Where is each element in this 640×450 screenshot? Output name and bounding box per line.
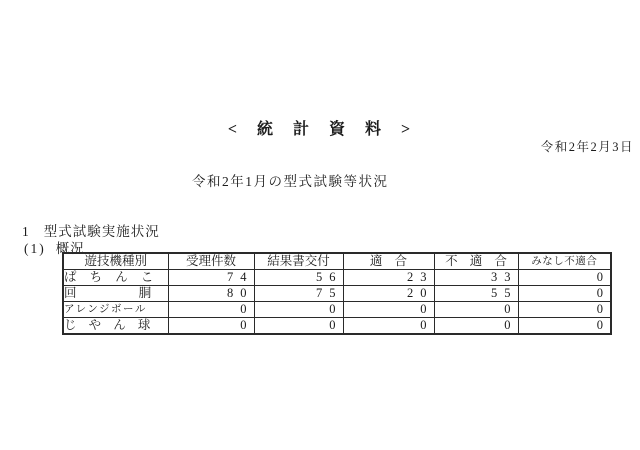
col-header-nonconforming: 不 適 合 (434, 253, 518, 270)
cell-results-issued: 0 (254, 318, 343, 335)
cell-conforming: 0 (343, 302, 434, 318)
col-header-accepted: 受理件数 (168, 253, 254, 270)
table-row-jankyu (63, 318, 611, 335)
document-subtitle: 令和2年1月の型式試験等状況 (192, 174, 389, 189)
col-header-conforming: 適 合 (343, 253, 434, 270)
cell-results-issued: 75 (254, 286, 343, 302)
table-row-pachinko (63, 270, 611, 286)
col-header-results-issued: 結果書交付 (254, 253, 343, 270)
subsection-number: (1) (24, 241, 46, 256)
cell-accepted: 74 (168, 270, 254, 286)
cell-nonconforming: 0 (434, 318, 518, 335)
cell-nonconforming: 0 (434, 302, 518, 318)
cell-deemed-nonconforming: 0 (518, 302, 611, 318)
row-label: ぱ ち ん こ (63, 270, 168, 286)
table-row-kaidou (63, 286, 611, 302)
section-title: 型式試験実施状況 (43, 224, 160, 239)
document-title: < 統 計 資 料 > (227, 121, 413, 138)
cell-conforming: 0 (343, 318, 434, 335)
cell-results-issued: 0 (254, 302, 343, 318)
row-label: じ や ん 球 (63, 318, 168, 335)
cell-deemed-nonconforming: 0 (518, 270, 611, 286)
cell-conforming: 20 (343, 286, 434, 302)
table-row-arrange-ball (63, 302, 611, 318)
table-header-row (63, 253, 611, 270)
cell-conforming: 23 (343, 270, 434, 286)
section-number: 1 (22, 224, 30, 239)
statistics-table (62, 252, 612, 335)
cell-accepted: 80 (168, 286, 254, 302)
row-label: 回 胴 (63, 286, 168, 302)
cell-results-issued: 56 (254, 270, 343, 286)
document-date: 令和2年2月3日 (540, 140, 634, 154)
cell-nonconforming: 33 (434, 270, 518, 286)
col-header-deemed-nonconforming: みなし不適合 (518, 253, 611, 270)
cell-deemed-nonconforming: 0 (518, 318, 611, 335)
subsection-title: 概況 (55, 241, 85, 256)
cell-nonconforming: 55 (434, 286, 518, 302)
cell-deemed-nonconforming: 0 (518, 286, 611, 302)
col-header-machine-type: 遊技機種別 (63, 253, 168, 270)
cell-accepted: 0 (168, 302, 254, 318)
row-label: アレンジボール (63, 302, 168, 318)
cell-accepted: 0 (168, 318, 254, 335)
